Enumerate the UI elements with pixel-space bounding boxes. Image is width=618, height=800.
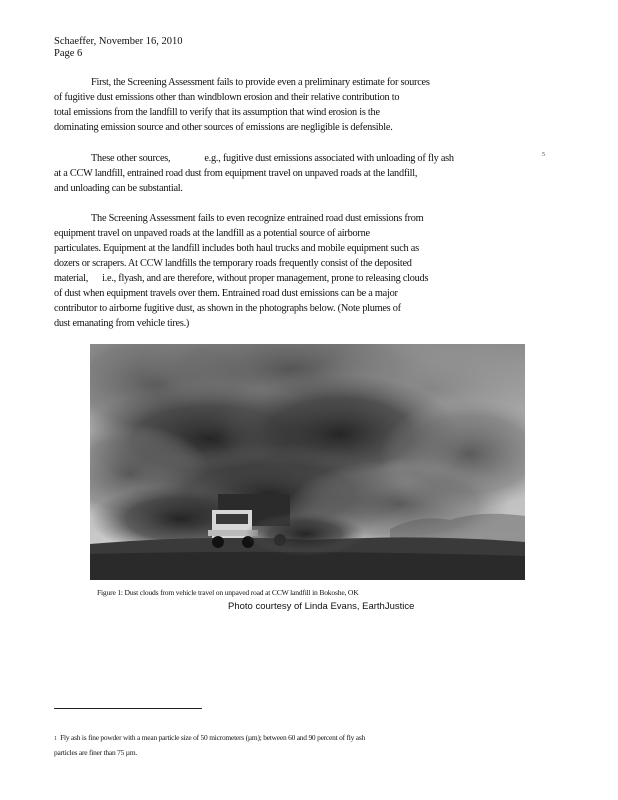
paragraph-line: dozers or scrapers. At CCW landfills the temporary roads frequently consist of the deposited (54, 258, 412, 269)
footnote-divider (54, 708, 202, 709)
paragraph-line: at a CCW landfill, entrained road dust from equipment travel on unpaved roads at the landfill, (54, 168, 418, 179)
footnote-line (54, 731, 384, 746)
paragraph-line (54, 151, 454, 166)
paragraph-line-start: These other sources, (91, 153, 171, 164)
page-header (54, 36, 183, 60)
paragraph-line: equipment travel on unpaved roads at the landfill as a potential source of airborne (54, 228, 370, 239)
figure-caption: Figure 1: Dust clouds from vehicle travel on unpaved road at CCW landfill in Bokoshe, OK (97, 588, 359, 597)
paragraph-line-start: material, (54, 273, 89, 284)
header-page-number: Page 6 (54, 48, 83, 59)
paragraph-line: dust emanating from vehicle tires.) (54, 318, 190, 329)
paragraph-line: of fugitive dust emissions other than windblown erosion and their relative contribution to (54, 92, 400, 103)
paragraph-line (54, 271, 454, 286)
header-author-date: Schaeffer, November 16, 2010 (54, 36, 183, 47)
paragraph-line: of dust when equipment travels over them. Entrained road dust emissions can be a major (54, 288, 398, 299)
paragraph-line: First, the Screening Assessment fails to provide even a preliminary estimate for sources (91, 77, 430, 88)
paragraph-1 (54, 75, 454, 135)
footnote-text: Fly ash is fine powder with a mean particle size of 50 micrometers (µm); between 60 and 90 percent of fly ash (60, 733, 365, 742)
paragraph-line: The Screening Assessment fails to even recognize entrained road dust emissions from (91, 213, 424, 224)
paragraph-line: dominating emission source and other sources of emissions are negligible is defensible. (54, 122, 393, 133)
paragraph-line-rest: e.g., fugitive dust emissions associated with unloading of fly ash (204, 153, 454, 164)
footnote-mark: 1 (54, 736, 57, 742)
paragraph-line: particulates. Equipment at the landfill includes both haul trucks and mobile equipment such as (54, 243, 419, 254)
footnote (54, 731, 384, 759)
paragraph-line-rest: i.e., flyash, and are therefore, without proper management, prone to releasing clouds (102, 273, 429, 284)
paragraph-2 (54, 151, 454, 196)
paragraph-line: total emissions from the landfill to verify that its assumption that wind erosion is the (54, 107, 380, 118)
paragraph-line: contributor to airborne fugitive dust, as shown in the photographs below. (Note plumes of (54, 303, 401, 314)
footnote-line: particles are finer than 75 µm. (54, 748, 138, 757)
dust-cloud-photo (90, 344, 525, 580)
paragraph-3 (54, 211, 454, 331)
margin-footnote-number: 5 (542, 152, 545, 158)
photo-credit: Photo courtesy of Linda Evans, EarthJustice (228, 601, 415, 612)
dust-cloud-illustration (90, 344, 525, 580)
paragraph-line: and unloading can be substantial. (54, 183, 183, 194)
